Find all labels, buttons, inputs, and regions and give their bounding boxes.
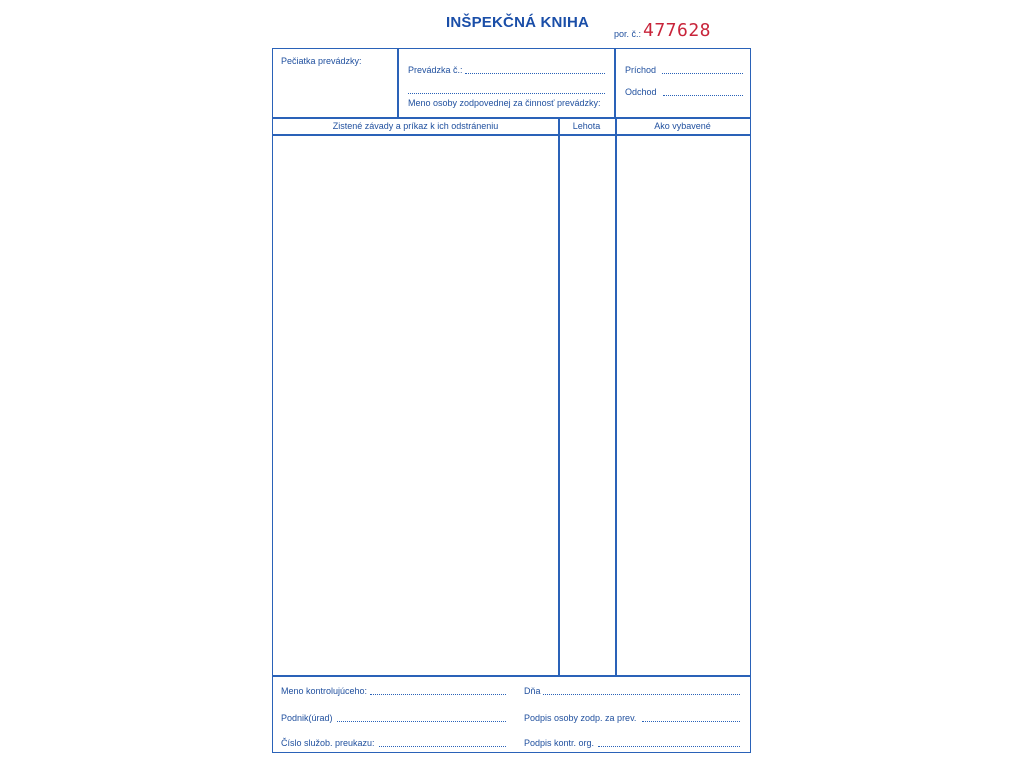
service-id-field[interactable]	[379, 746, 506, 747]
footer-top-line	[273, 675, 750, 677]
departure-label: Odchod	[625, 87, 657, 97]
company-field[interactable]	[337, 721, 506, 722]
header-divider-stamp	[397, 49, 399, 117]
responsible-signature-field[interactable]	[642, 721, 740, 722]
column-divider-resolution	[615, 117, 617, 675]
responsible-person-label: Meno osoby zodpovednej za činnosť prevádzky:	[408, 98, 601, 108]
inspector-signature-field[interactable]	[598, 746, 740, 747]
inspection-form	[272, 48, 751, 753]
day-field[interactable]	[543, 694, 740, 695]
departure-field[interactable]	[663, 95, 743, 96]
column-header-defects: Zistené závady a príkaz k ich odstráneniu	[332, 121, 499, 131]
establishment-label: Prevádzka č.:	[408, 65, 463, 75]
header-divider-time	[614, 49, 616, 117]
arrival-label: Príchod	[625, 65, 657, 75]
company-label: Podnik(úrad)	[281, 713, 333, 723]
header-bottom-line	[273, 117, 750, 119]
form-title: INŠPEKČNÁ KNIHA	[446, 14, 590, 31]
column-divider-deadline	[558, 117, 560, 675]
inspector-name-field[interactable]	[370, 694, 506, 695]
deadline-writing-area[interactable]	[561, 137, 614, 673]
serial-number: 477628	[643, 20, 712, 41]
resolution-writing-area[interactable]	[618, 137, 748, 673]
column-header-deadline: Lehota	[572, 121, 601, 131]
column-header-resolution: Ako vybavené	[654, 121, 711, 131]
stamp-label: Pečiatka prevádzky:	[281, 56, 362, 66]
serial-label: por. č.:	[614, 29, 642, 39]
defects-writing-area[interactable]	[275, 137, 557, 673]
service-id-label: Číslo služob. preukazu:	[281, 738, 375, 748]
table-header-line	[273, 134, 750, 136]
establishment-field[interactable]	[465, 73, 605, 74]
responsible-signature-label: Podpis osoby zodp. za prev.	[524, 713, 637, 723]
inspector-signature-label: Podpis kontr. org.	[524, 738, 595, 748]
day-label: Dňa	[524, 686, 541, 696]
establishment-second-field[interactable]	[408, 93, 605, 94]
arrival-field[interactable]	[662, 73, 743, 74]
inspector-name-label: Meno kontrolujúceho:	[281, 686, 368, 696]
